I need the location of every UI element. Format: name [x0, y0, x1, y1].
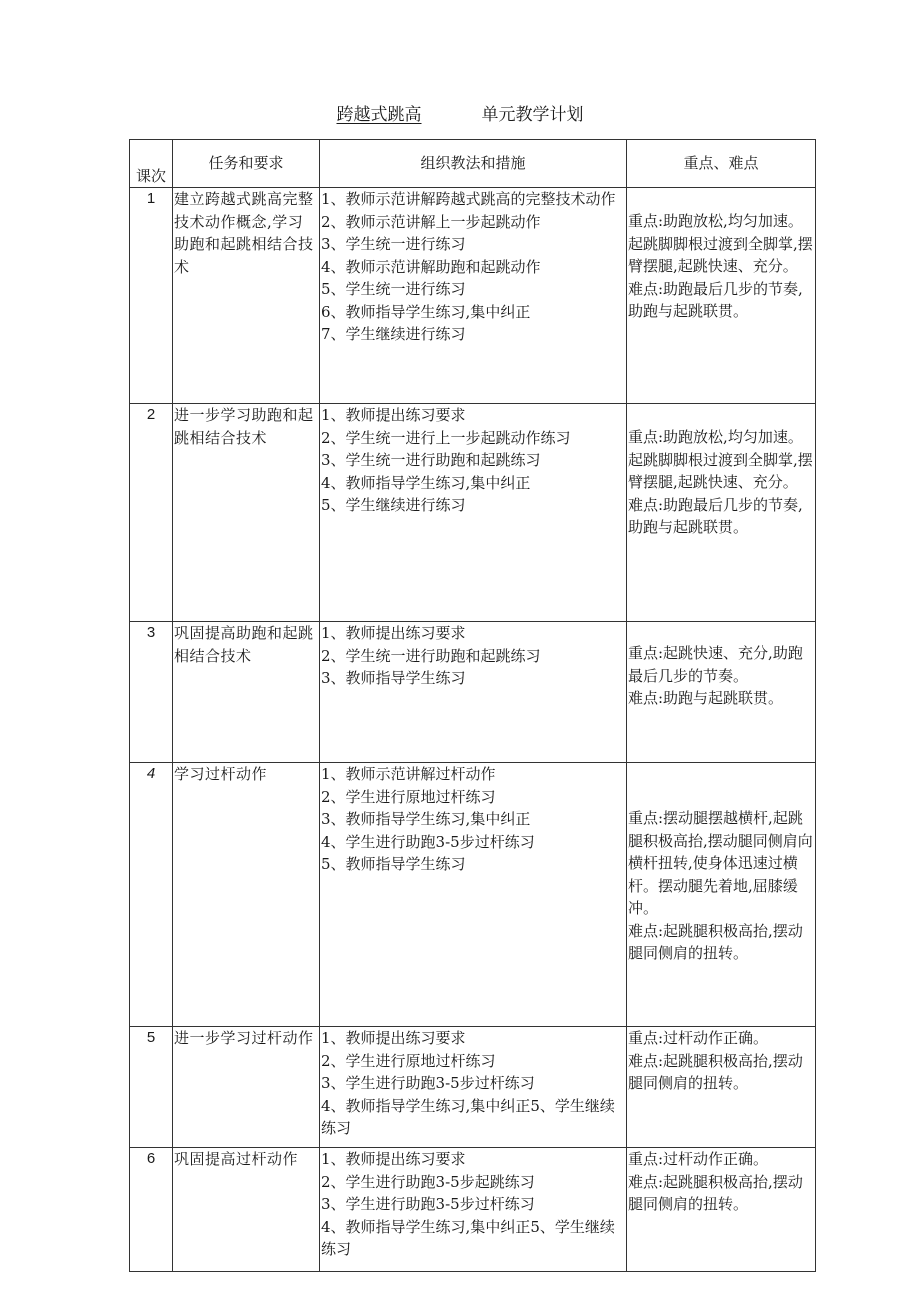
method-step: 1、教师提出练习要求 [321, 1029, 466, 1047]
task-cell: 进一步学习助跑和起跳相结合技术 [173, 404, 320, 622]
table-row [130, 1148, 816, 1272]
method-step: 2、学生进行原地过杆练习 [321, 787, 496, 806]
key-points-cell [627, 1027, 816, 1148]
difficulty-text: 难点:助跑与起跳联贯。 [628, 689, 784, 707]
key-points-cell [627, 763, 816, 1027]
difficulty-text: 难点:助跑最后几步的节奏,助跑与起跳联贯。 [628, 495, 803, 536]
task-cell: 巩固提高过杆动作 [173, 1148, 320, 1272]
task-cell: 学习过杆动作 [173, 763, 320, 1027]
method-step: 4、学生进行助跑3-5步过杆练习 [321, 832, 535, 851]
table-row [130, 763, 816, 1027]
lesson-number: 6 [130, 1148, 173, 1272]
method-step: 2、教师示范讲解上一步起跳动作 [321, 212, 541, 231]
table-row [130, 188, 816, 404]
method-step: 4、教师指导学生练习,集中纠正5、学生继续练习 [321, 1096, 615, 1137]
methods-cell [320, 1148, 627, 1272]
key-points-cell [627, 1148, 816, 1272]
key-points-cell [627, 188, 816, 404]
key-point-text: 重点:助跑放松,均匀加速。起跳脚脚根过渡到全脚掌,摆臂摆腿,起跳快速、充分。 [628, 428, 813, 491]
method-step: 1、教师提出练习要求 [321, 406, 466, 424]
method-step: 5、学生统一进行练习 [321, 280, 466, 298]
method-step: 2、学生进行原地过杆练习 [321, 1051, 496, 1070]
methods-cell [320, 188, 627, 404]
unit-plan-table [129, 139, 816, 1272]
key-points-cell [627, 404, 816, 622]
method-step: 5、教师指导学生练习 [321, 855, 466, 873]
lesson-number: 4 [130, 763, 173, 1027]
method-step: 2、学生统一进行助跑和起跳练习 [321, 646, 541, 665]
methods-cell [320, 1027, 627, 1148]
methods-cell [320, 404, 627, 622]
key-point-text: 重点:起跳快速、充分,助跑最后几步的节奏。 [628, 644, 803, 685]
method-step: 3、教师指导学生练习,集中纠正 [321, 810, 531, 828]
table-row [130, 622, 816, 763]
difficulty-text: 难点:起跳腿积极高抬,摆动腿同侧肩的扭转。 [628, 921, 803, 962]
method-step: 1、教师提出练习要求 [321, 1150, 466, 1168]
key-point-text: 重点:助跑放松,均匀加速。起跳脚脚根过渡到全脚掌,摆臂摆腿,起跳快速、充分。 [628, 212, 813, 275]
lesson-number: 2 [130, 404, 173, 622]
task-cell: 进一步学习过杆动作 [173, 1027, 320, 1148]
method-step: 1、教师示范讲解跨越式跳高的完整技术动作 [321, 190, 616, 208]
lesson-number: 3 [130, 622, 173, 763]
method-step: 4、教师示范讲解助跑和起跳动作 [321, 257, 541, 276]
title-plan: 单元教学计划 [481, 105, 584, 125]
difficulty-text: 难点:起跳腿积极高抬,摆动腿同侧肩的扭转。 [628, 1051, 803, 1092]
key-point-text: 重点:摆动腿摆越横杆,起跳腿积极高抬,摆动腿同侧肩向横杆扭转,使身体迅速过横杆。摆动腿先着地,屈膝缓冲。 [628, 809, 813, 917]
header-lesson: 课次 [130, 140, 173, 188]
methods-cell [320, 763, 627, 1027]
table-row [130, 1027, 816, 1148]
key-point-text: 重点:过杆动作正确。 [628, 1150, 769, 1168]
page-title [0, 100, 920, 125]
lesson-number: 5 [130, 1027, 173, 1148]
task-cell: 建立跨越式跳高完整技术动作概念,学习助跑和起跳相结合技术 [173, 188, 320, 404]
table-row [130, 404, 816, 622]
table-header-row [130, 140, 816, 188]
methods-cell [320, 622, 627, 763]
header-task: 任务和要求 [173, 140, 320, 188]
method-step: 6、教师指导学生练习,集中纠正 [321, 302, 531, 321]
method-step: 3、学生统一进行助跑和起跳练习 [321, 451, 541, 469]
method-step: 3、学生进行助跑3-5步过杆练习 [321, 1074, 535, 1092]
method-step: 3、教师指导学生练习 [321, 669, 466, 687]
method-step: 5、学生继续进行练习 [321, 496, 466, 514]
method-step: 1、教师示范讲解过杆动作 [321, 765, 496, 783]
header-key-points: 重点、难点 [627, 140, 816, 188]
method-step: 2、学生进行助跑3-5步起跳练习 [321, 1172, 535, 1191]
method-step: 2、学生统一进行上一步起跳动作练习 [321, 428, 571, 447]
method-step: 1、教师提出练习要求 [321, 624, 466, 642]
difficulty-text: 难点:起跳腿积极高抬,摆动腿同侧肩的扭转。 [628, 1172, 803, 1213]
method-step: 4、教师指导学生练习,集中纠正 [321, 473, 531, 492]
key-point-text: 重点:过杆动作正确。 [628, 1029, 769, 1047]
method-step: 4、教师指导学生练习,集中纠正5、学生继续练习 [321, 1217, 615, 1258]
task-cell: 巩固提高助跑和起跳相结合技术 [173, 622, 320, 763]
method-step: 7、学生继续进行练习 [321, 325, 466, 343]
lesson-number: 1 [130, 188, 173, 404]
method-step: 3、学生统一进行练习 [321, 235, 466, 253]
difficulty-text: 难点:助跑最后几步的节奏,助跑与起跳联贯。 [628, 279, 803, 320]
method-step: 3、学生进行助跑3-5步过杆练习 [321, 1195, 535, 1213]
header-methods: 组织教法和措施 [320, 140, 627, 188]
key-points-cell [627, 622, 816, 763]
title-topic: 跨越式跳高 [336, 105, 422, 125]
